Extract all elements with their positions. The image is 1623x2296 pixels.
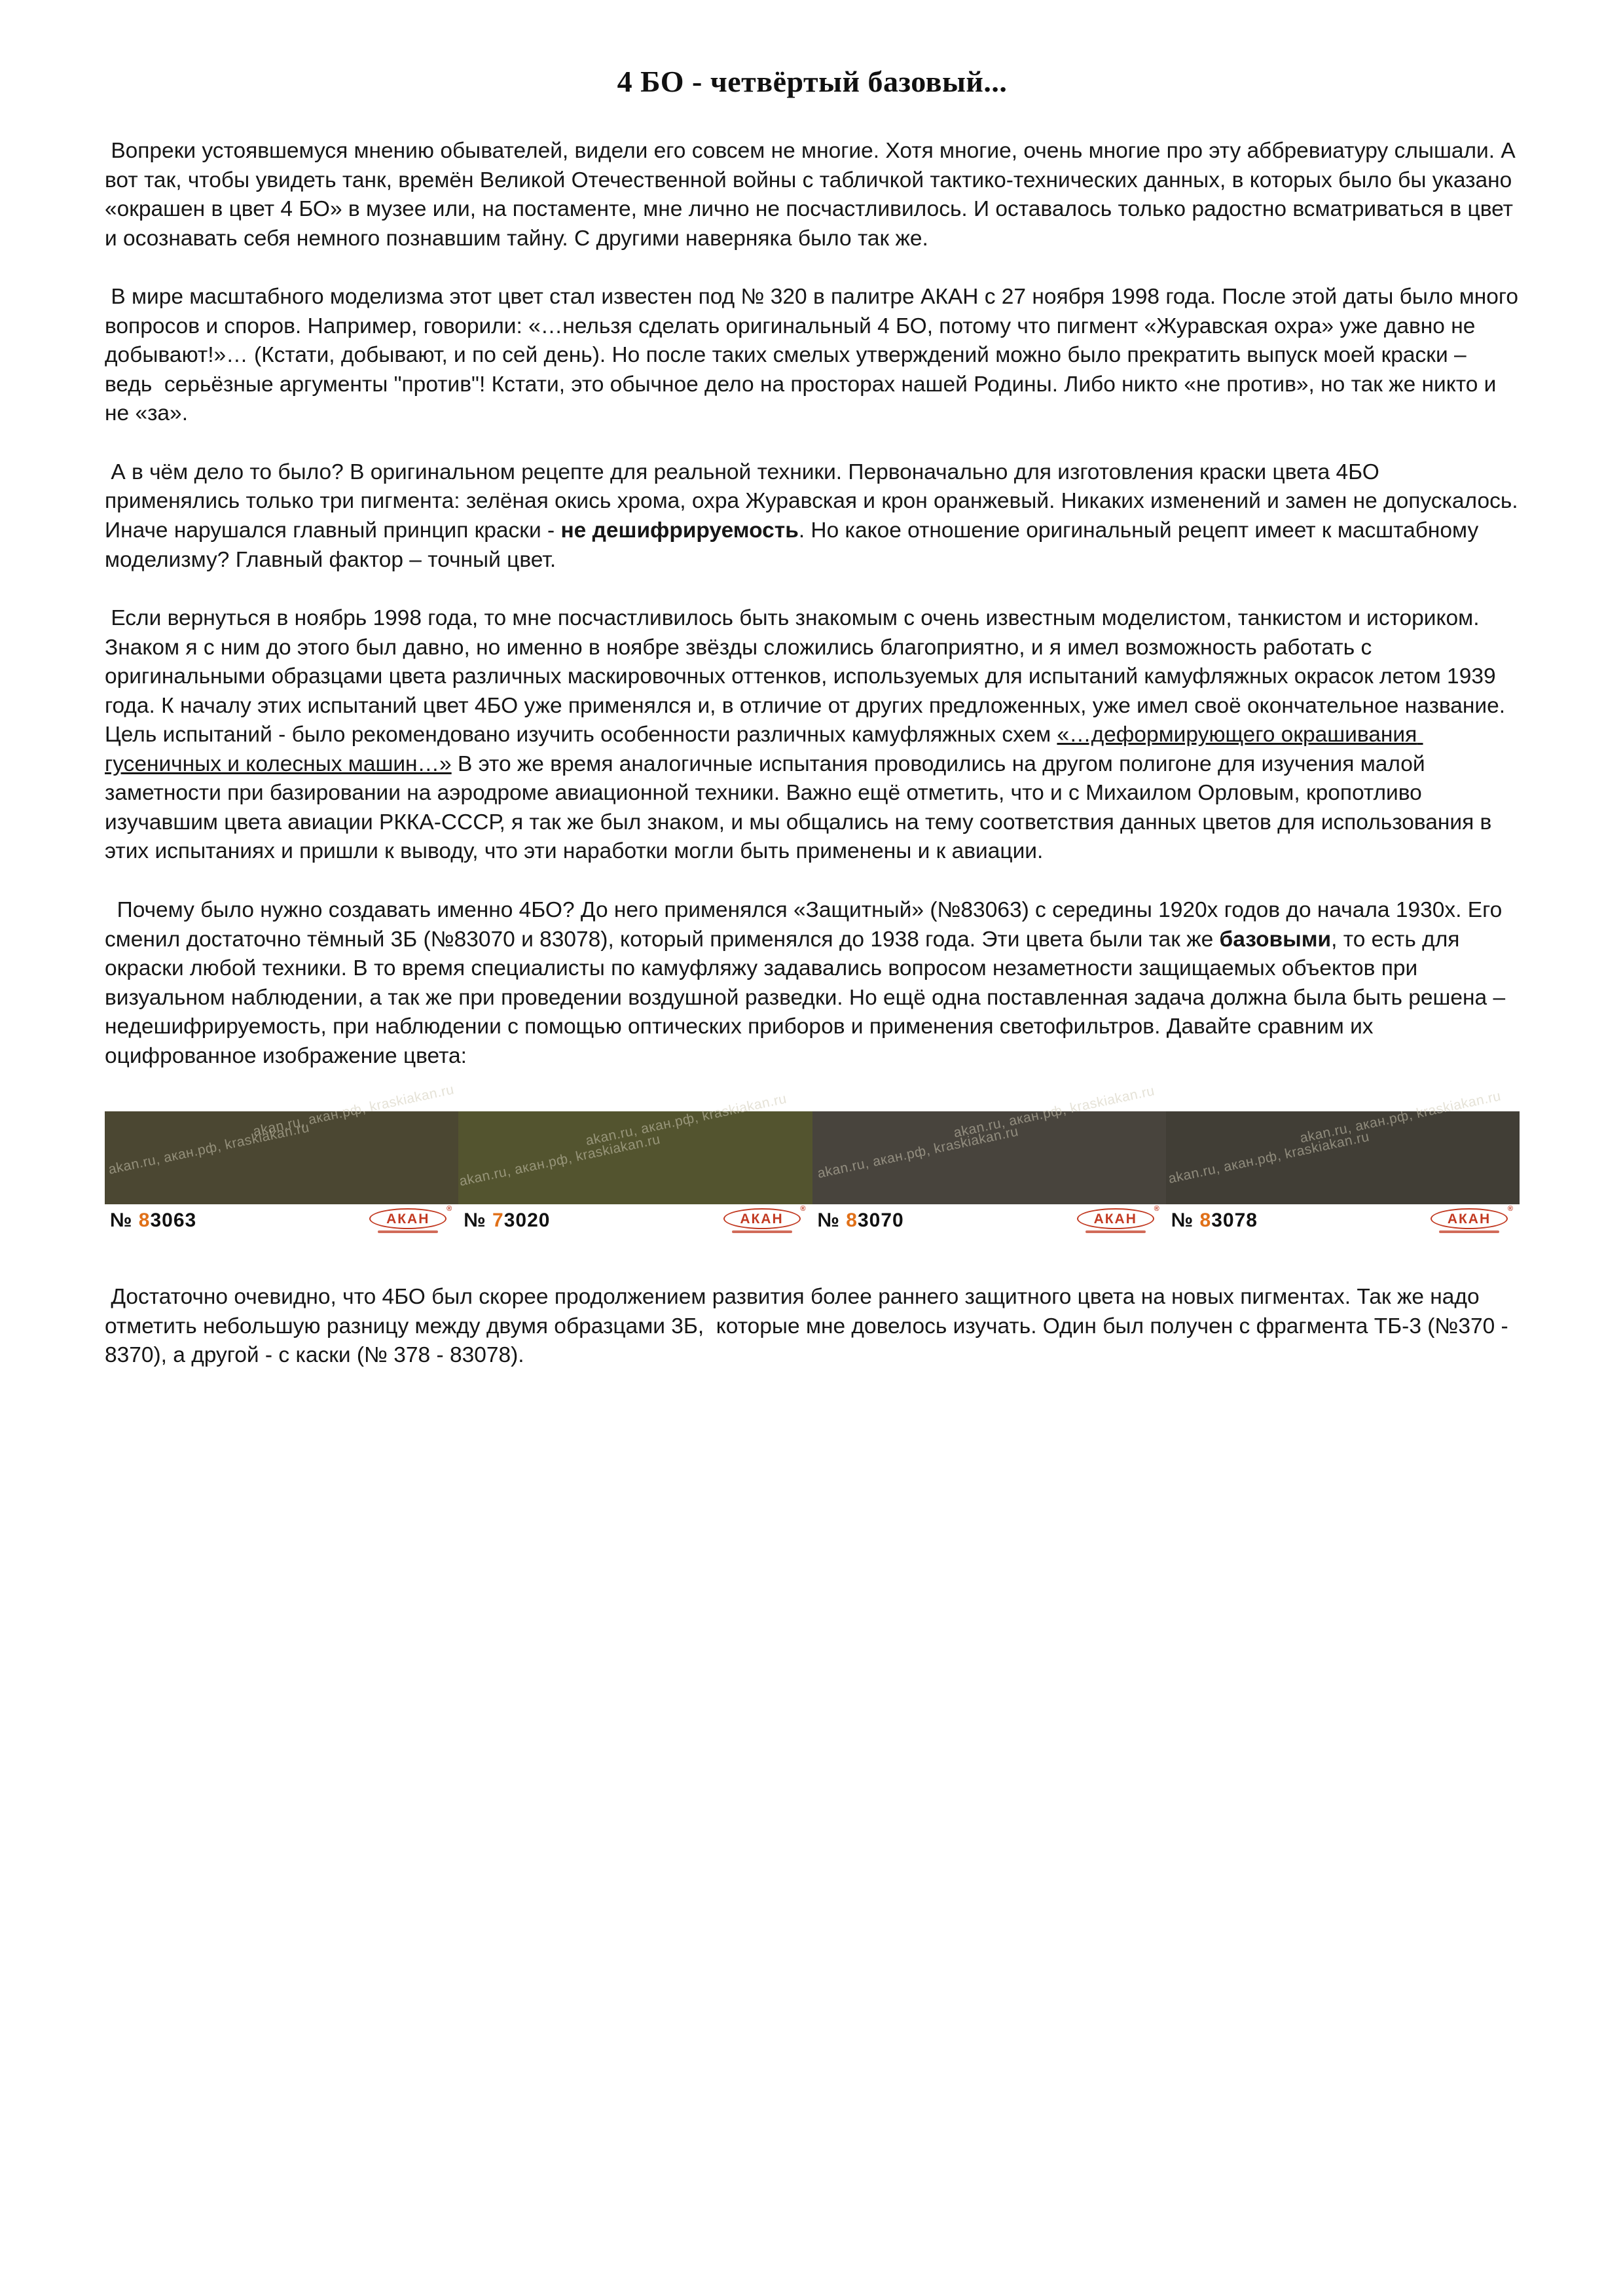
- body-text: Достаточно очевидно, что 4БО был скорее продолжением развития более раннего защитного цвета на новых пигментах. Так же надо отметить небольшую разницу между двумя образцами 3Б, которые мне довелось изучать. Один был получен с фрагмента ТБ-3 (№370 - 8370), а другой - с каски (№ 378 - 83078).: [105, 1285, 1515, 1368]
- akan-logo: [369, 1205, 454, 1233]
- body-text: Почему было нужно создавать именно 4БО? До него применялся «Защитный» (№83063) с середины 1920х годов до начала 1930х. Его сменил достаточно тёмный 3Б (№83070 и 83078), который применялся до 1938 года. Эти цвета были так же: [105, 898, 1508, 952]
- bold-text: не дешифрируемость: [560, 518, 799, 543]
- body-text: . Но какое отношение оригинальный рецепт имеет к масштабному моделизму? Главный фактор – точный цвет.: [105, 518, 1485, 572]
- paragraph: [105, 604, 1520, 867]
- swatch-label-band: [812, 1204, 1166, 1237]
- swatch-number: [1171, 1210, 1258, 1232]
- paint-swatch: [105, 1082, 458, 1237]
- logo-subtext-line: [1439, 1230, 1499, 1233]
- logo-subtext-line: [1085, 1230, 1146, 1233]
- swatch-label-band: [458, 1204, 812, 1237]
- swatch-number: [110, 1210, 196, 1232]
- akan-logo: [723, 1205, 807, 1233]
- body-text: Вопреки устоявшемуся мнению обывателей, видели его совсем не многие. Хотя многие, очень многие про эту аббревиатуру слышали. А вот так, чтобы увидеть танк, времён Великой Отечественной войны с табличкой тактико-технических данных, в которых было бы указано «окрашен в цвет 4 БО» в музее или, на постаменте, мне лично не посчастливилось. И оставалось только радостно всматриваться в цвет и осознавать себя немного познавшим тайну. С другими наверняка было так же.: [105, 139, 1522, 251]
- logo-subtext-line: [378, 1230, 438, 1233]
- registered-trademark-icon: ®: [1154, 1205, 1161, 1213]
- registered-trademark-icon: ®: [447, 1205, 454, 1213]
- swatch-number: [818, 1210, 904, 1232]
- akan-logo-oval: АКАН ®: [1077, 1208, 1154, 1229]
- number-sign: №: [1171, 1210, 1200, 1232]
- watermark-text: akan.ru, акан.рф, kraskiakan.ru: [952, 1083, 1156, 1141]
- accent-digit: 8: [846, 1210, 858, 1232]
- akan-logo-oval: АКАН ®: [723, 1208, 801, 1229]
- accent-digit: 8: [1199, 1210, 1212, 1232]
- watermark-text: akan.ru, акан.рф, kraskiakan.ru: [816, 1124, 1020, 1182]
- body-text: , то есть для окраски любой техники. В то время специалисты по камуфляжу задавались вопросом незаметности защищаемых объектов при визуальном наблюдении, а так же при проведении воздушной разведки. Но ещё одна поставленная задача должна была быть решена – недешифрируемость, при наблюдении с помощью оптических приборов и применения светофильтров. Давайте сравним их оцифрованное изображение цвета:: [105, 927, 1512, 1068]
- paragraph: [105, 896, 1520, 1071]
- article-body-bottom: [105, 1283, 1520, 1371]
- watermark-text: akan.ru, акан.рф, kraskiakan.ru: [251, 1082, 456, 1140]
- page-title: 4 БО - четвёртый базовый...: [617, 65, 1008, 98]
- article-body-top: [105, 137, 1525, 1071]
- swatch-number-digits: 3020: [503, 1210, 551, 1232]
- paint-swatch: [458, 1091, 812, 1237]
- body-text: Если вернуться в ноябрь 1998 года, то мне посчастливилось быть знакомым с очень известным моделистом, танкистом и историком. Знаком я с ним до этого был давно, но именно в ноябре звёзды сложились благоприятно, и я имел возможность работать с оригинальными образцами цвета различных маскировочных оттенков, используемых для испытаний камуфляжных окрасок летом 1939 года. К началу этих испытаний цвет 4БО уже применялся и, в отличие от других предложенных, уже имел своё окончательное название. Цель испытаний - было рекомендовано изучить особенности различных камуфляжных схем: [105, 606, 1512, 747]
- accent-digit: 7: [492, 1210, 504, 1232]
- paragraph: [105, 137, 1520, 253]
- bold-text: базовыми: [1219, 927, 1332, 952]
- swatch-label-band: [1166, 1204, 1520, 1237]
- body-text: А в чём дело то было? В оригинальном рецепте для реальной техники. Первоначально для изготовления краски цвета 4БО применялись только три пигмента: зелёная окись хрома, охра Журавская и крон оранжевый. Никаких изменений и замен не допускалось. Иначе нарушался главный принцип краски -: [105, 459, 1524, 543]
- akan-logo: [1431, 1205, 1514, 1233]
- paint-color-sample: [105, 1082, 458, 1204]
- paint-color-sample: [1166, 1088, 1520, 1204]
- paragraph: [105, 283, 1525, 429]
- swatch-number: [464, 1210, 550, 1232]
- swatch-number-digits: 3078: [1211, 1210, 1258, 1232]
- logo-subtext-line: [732, 1230, 792, 1233]
- swatch-number-digits: 3070: [857, 1210, 904, 1232]
- number-sign: №: [110, 1210, 139, 1232]
- body-text: В мире масштабного моделизма этот цвет стал известен под № 320 в палитре АКАН с 27 ноября 1998 года. После этой даты было много вопросов и споров. Например, говорили: «…нельзя сделать оригинальный 4 БО, потому что пигмент «Журавская охра» уже давно не добывают!»… (Кстати, добывают, и по сей день). Но после таких смелых утверждений можно было прекратить выпуск моей краски – ведь серьёзные аргументы "против"! Кстати, это обычное дело на просторах нашей Родины. Либо никто «не против», но так же никто и не «за».: [105, 285, 1525, 426]
- paragraph: [105, 1283, 1520, 1371]
- watermark-text: akan.ru, акан.рф, kraskiakan.ru: [584, 1091, 788, 1149]
- akan-logo: [1077, 1205, 1161, 1233]
- swatch-number-digits: 3063: [150, 1210, 197, 1232]
- paint-swatch: [812, 1083, 1166, 1237]
- paint-color-sample: [812, 1083, 1166, 1204]
- akan-logo-oval: АКАН ®: [369, 1208, 447, 1229]
- watermark-text: akan.ru, акан.рф, kraskiakan.ru: [458, 1132, 662, 1190]
- color-swatch-strip: [105, 1082, 1520, 1237]
- paint-color-sample: [458, 1091, 812, 1204]
- underlined-text: «…деформирующего окрашивания гусеничных и колесных машин…»: [105, 723, 1423, 776]
- akan-logo-oval: АКАН ®: [1431, 1208, 1508, 1229]
- watermark-text: akan.ru, акан.рф, kraskiakan.ru: [1167, 1129, 1371, 1187]
- accent-digit: 8: [138, 1210, 151, 1232]
- paint-swatch: [1166, 1088, 1520, 1237]
- paragraph: [105, 458, 1524, 575]
- registered-trademark-icon: ®: [800, 1205, 807, 1213]
- watermark-text: akan.ru, акан.рф, kraskiakan.ru: [107, 1120, 311, 1178]
- number-sign: №: [817, 1210, 847, 1232]
- number-sign: №: [464, 1210, 493, 1232]
- body-text: В это же время аналогичные испытания проводились на другом полигоне для изучения малой заметности при базировании на аэродроме авиационной техники. Важно ещё отметить, что и с Михаилом Орловым, кропотливо изучавшим цвета авиации РККА-СССР, я так же был знаком, и мы общались на тему соответствия данных цветов для использования в этих испытаниях и пришли к выводу, что эти наработки могли быть применены и к авиации.: [105, 751, 1498, 864]
- watermark-text: akan.ru, акан.рф, kraskiakan.ru: [1298, 1088, 1503, 1147]
- registered-trademark-icon: ®: [1507, 1205, 1514, 1213]
- swatch-label-band: [105, 1204, 458, 1237]
